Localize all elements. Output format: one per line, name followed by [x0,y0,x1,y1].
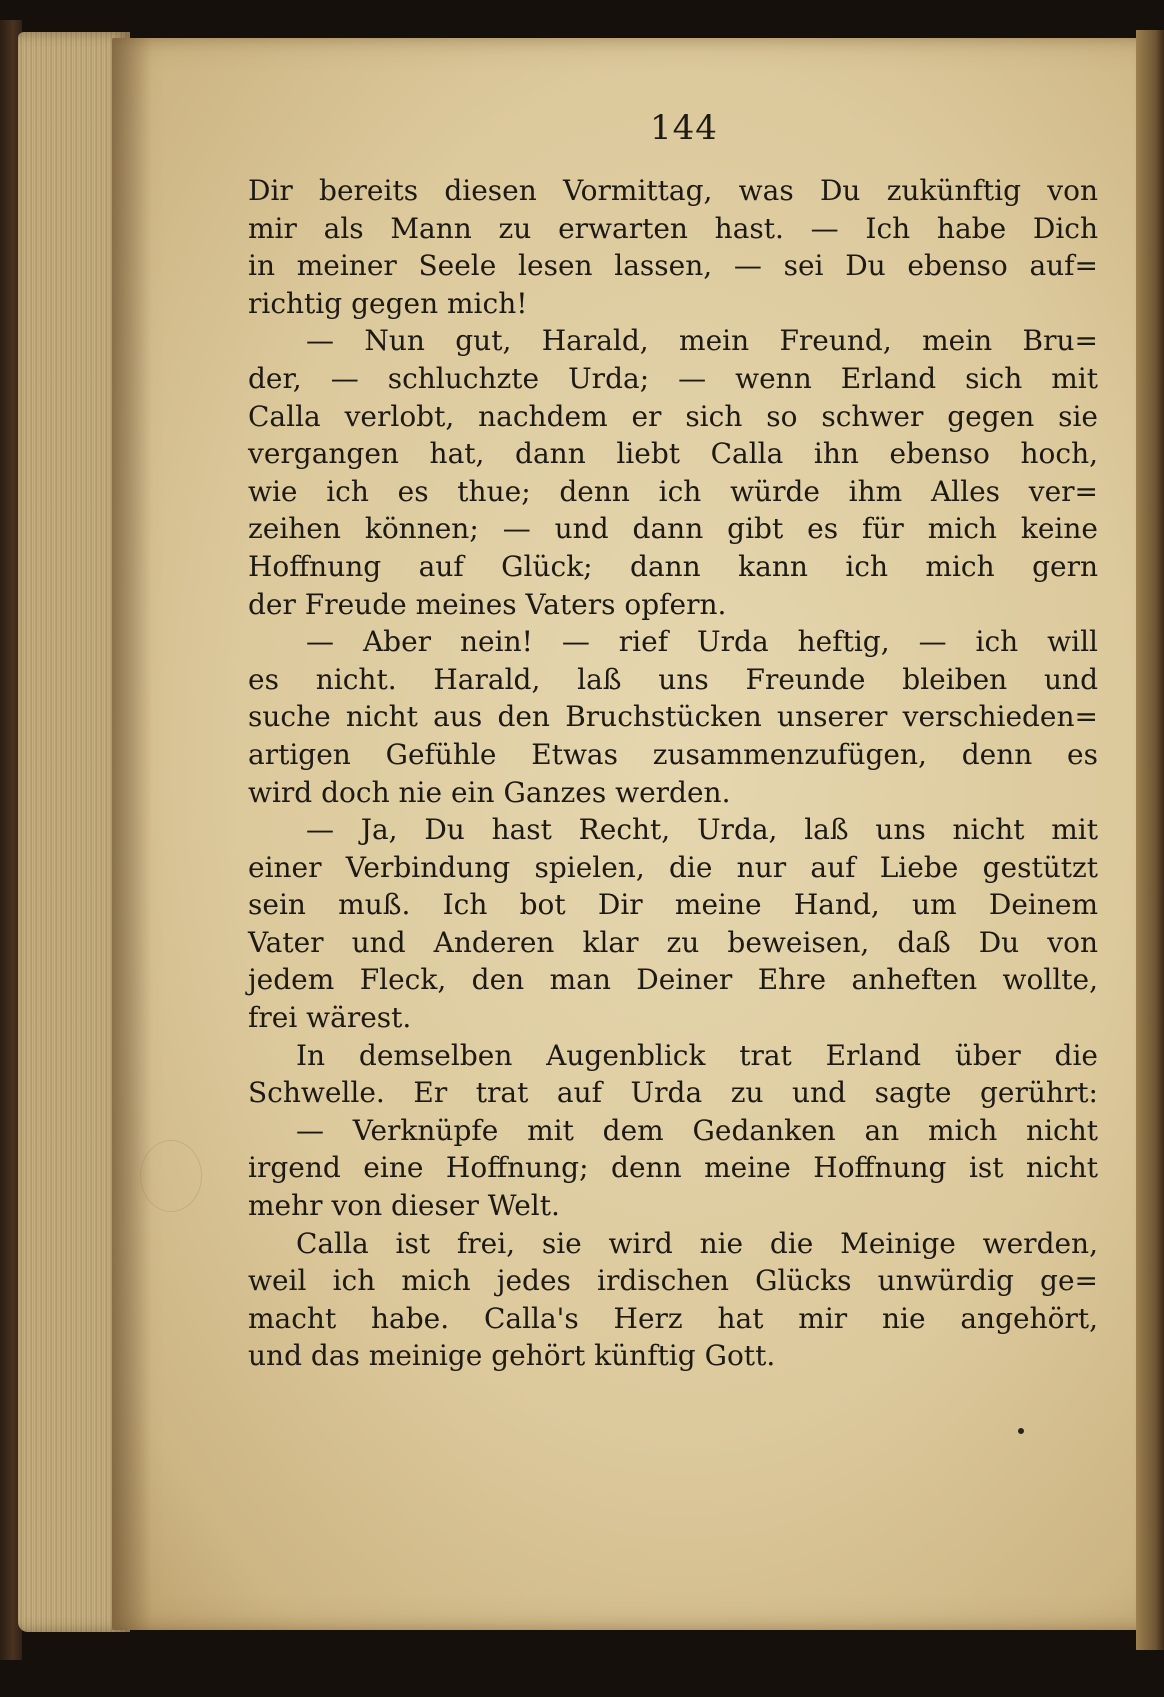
text-line: Dir bereits diesen Vormittag, was Du zukünftig von [248,174,1098,207]
page-gutter-shadow [112,38,152,1630]
text-line: einer Verbindung spielen, die nur auf Liebe gestützt [248,850,1098,884]
text-line: In demselben Augenblick trat Erland über die [296,1038,1098,1072]
text-line: — Ja, Du hast Recht, Urda, laß uns nicht mit [306,813,1098,847]
paper-stain [140,1140,202,1212]
text-line: irgend eine Hoffnung; denn meine Hoffnung ist nicht [248,1151,1098,1185]
text-line: suche nicht aus den Bruchstücken unserer verschieden= [248,700,1098,734]
page-body-text [248,172,1098,1375]
text-line: und das meinige gehört künftig Gott. [248,1339,776,1373]
text-line: Calla verlobt, nachdem er sich so schwer gegen sie [248,399,1098,433]
text-line: wird doch nie ein Ganzes werden. [248,775,731,809]
text-line: weil ich mich jedes irdischen Glücks unwürdig ge= [248,1264,1098,1298]
right-binding-edge [1136,30,1164,1650]
text-line: vergangen hat, dann liebt Calla ihn ebenso hoch, [248,437,1098,471]
text-line: es nicht. Harald, laß uns Freunde bleiben und [248,662,1098,696]
ink-dot [1018,1428,1024,1434]
text-line: jedem Fleck, den man Deiner Ehre anheften wollte, [248,963,1098,997]
text-line: der Freude meines Vaters opfern. [248,587,727,621]
text-line: — Verknüpfe mit dem Gedanken an mich nicht [296,1113,1098,1147]
text-line: in meiner Seele lesen lassen, — sei Du ebenso auf= [248,249,1098,283]
text-line: Vater und Anderen klar zu beweisen, daß Du von [248,925,1098,959]
text-line: — Aber nein! — rief Urda heftig, — ich will [306,625,1098,659]
text-line: mehr von dieser Welt. [248,1189,560,1223]
text-line: zeihen können; — und dann gibt es für mich keine [248,512,1098,546]
text-line: mir als Mann zu erwarten hast. — Ich habe Dich [248,211,1098,245]
text-line: sein muß. Ich bot Dir meine Hand, um Deinem [248,888,1098,922]
text-line: Schwelle. Er trat auf Urda zu und sagte gerührt: [248,1076,1098,1110]
text-line: frei wärest. [248,1001,412,1035]
text-line: der, — schluchzte Urda; — wenn Erland sich mit [248,361,1098,395]
text-line: Calla ist frei, sie wird nie die Meinige werden, [296,1226,1098,1260]
text-line: Hoffnung auf Glück; dann kann ich mich gern [248,549,1098,583]
text-line: wie ich es thue; denn ich würde ihm Alles ver= [248,474,1098,508]
text-line: — Nun gut, Harald, mein Freund, mein Bru= [306,324,1098,358]
text-line: richtig gegen mich! [248,286,528,320]
text-line: macht habe. Calla's Herz hat mir nie angehört, [248,1301,1098,1335]
text-line: artigen Gefühle Etwas zusammenzufügen, denn es [248,737,1098,771]
page-number: 144 [650,108,718,148]
